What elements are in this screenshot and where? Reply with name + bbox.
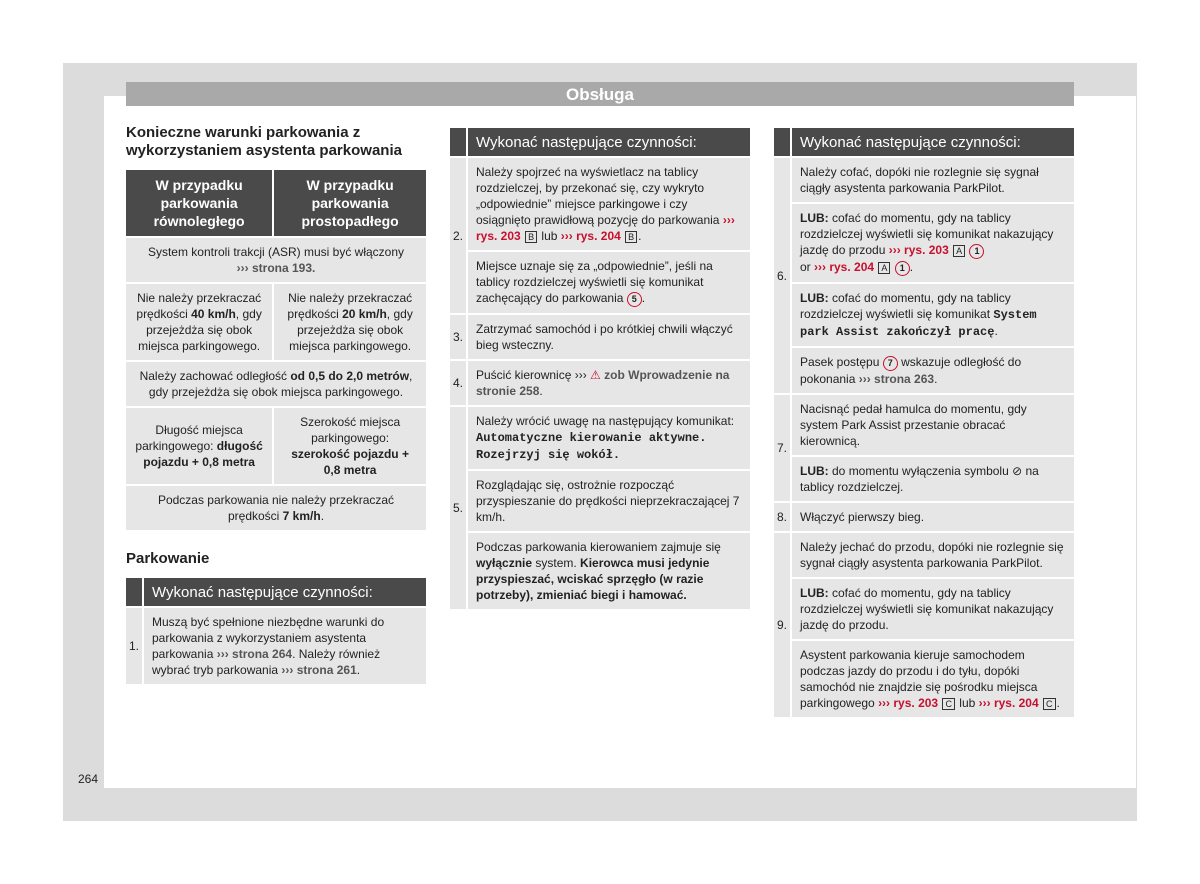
table-row: [774, 348, 1074, 393]
steps-table-3: [774, 126, 1074, 719]
table-row: [774, 533, 1074, 577]
callout-7-icon: 7: [883, 356, 898, 371]
table-row: [774, 204, 1074, 282]
table-row: [450, 407, 750, 469]
step-number: 3.: [450, 315, 468, 359]
step-5a: [468, 407, 750, 469]
step-4-text: Puścić kierownicę ›››: [476, 368, 591, 382]
step-9c: [792, 641, 1074, 717]
step-2a-text: Należy spojrzeć na wyświetlacz na tablicy rozdzielczej, by przekonać się, czy wykryto „odpowiednie” miejsce parkingowe i czy osiągnięto prawidłową pozycję do parkowania: [476, 165, 723, 227]
asr-cell: [126, 238, 426, 282]
step-number: 2.: [450, 158, 468, 313]
warning-icon: ⚠: [590, 368, 601, 382]
length-value: długość pojazdu + 0,8 metra: [143, 439, 263, 469]
step-7b-or-label: LUB:: [800, 464, 829, 478]
step-9b-text: cofać do momentu, gdy na tablicy rozdzielczej wyświetli się komunikat nakazujący jazdę do przodu.: [800, 586, 1054, 632]
step-5c-bold-b: Kierowca musi jedynie przyspieszać, wciskać sprzęgło (w razie potrzeby), zmieniać biegi i hamować.: [476, 556, 710, 602]
step-6c-message: System park Assist zakończył pracę: [800, 308, 1037, 339]
step-number: 5.: [450, 407, 468, 609]
table-row: [450, 158, 750, 250]
step-1-text-b: . Należy również wybrać tryb parkowania: [152, 647, 381, 677]
column-conditions: [126, 124, 426, 686]
speed-parallel-suffix: , gdy przejeżdża się obok miejsca parkingowego.: [138, 307, 262, 353]
steps-table-2: [450, 126, 750, 611]
step-6d-link-263[interactable]: ››› strona 263: [858, 372, 935, 386]
figure-label-a: A: [878, 262, 890, 274]
step-6d: [792, 348, 1074, 393]
steps-header: Wykonać następujące czynności:: [468, 128, 750, 156]
step-8: Włączyć pierwszy bieg.: [792, 503, 1074, 531]
column-steps-3: [774, 126, 1074, 719]
speed-perpendicular-value: 20 km/h: [342, 307, 387, 321]
width-value: szerokość pojazdu + 0,8 metra: [291, 447, 409, 477]
step-6b-link-203[interactable]: ››› rys. 203: [888, 243, 949, 257]
parking-title: Parkowanie: [126, 550, 210, 567]
step-number: 1.: [126, 608, 144, 684]
step-6c: [792, 284, 1074, 346]
step-6b-or-label: LUB:: [800, 211, 829, 225]
step-1-end: .: [356, 663, 361, 677]
step-2a: [468, 158, 750, 250]
step-5c-text-b: system.: [532, 556, 581, 570]
step-3: Zatrzymać samochód i po krótkiej chwili włączyć bieg wsteczny.: [468, 315, 750, 359]
step-9c-end: .: [1056, 696, 1060, 710]
callout-1-icon: 1: [969, 244, 984, 259]
step-9c-or: lub: [955, 696, 979, 710]
width-cell: [272, 408, 426, 484]
distance-suffix: , gdy przejeżdża się obok miejsca parkingowego.: [148, 369, 413, 399]
table-row: [126, 608, 426, 684]
table-row: [450, 252, 750, 313]
table-row: [774, 457, 1074, 501]
figure-label-a: A: [953, 245, 965, 257]
step-2b-text: Miejsce uznaje się za „odpowiednie”, jeśli na tablicy rozdzielczej wyświetli się komunikat zachęcający do parkowania: [476, 259, 713, 305]
figure-label-c: C: [942, 698, 955, 710]
column-steps-2: [450, 126, 750, 611]
step-2a-link-203[interactable]: ››› rys. 203: [476, 213, 735, 243]
speed-limit-value: 7 km/h: [282, 509, 321, 523]
step-6a: Należy cofać, dopóki nie rozlegnie się sygnał ciągły asystenta parkowania ParkPilot.: [792, 158, 1074, 202]
asr-text: System kontroli trakcji (ASR) musi być włączony: [147, 245, 405, 259]
speed-perpendicular-text: Nie należy przekraczać prędkości: [287, 291, 413, 321]
step-1-text: Muszą być spełnione niezbędne warunki do parkowania z wykorzystaniem asystenta parkowania: [152, 615, 385, 661]
figure-label-b: B: [525, 231, 537, 243]
step-1-link-264[interactable]: ››› strona 264: [216, 647, 293, 661]
steering-symbol-icon: ⊘: [1012, 464, 1023, 478]
conditions-table: [126, 168, 426, 532]
table-row: [774, 395, 1074, 455]
speed-parallel-text: Nie należy przekraczać prędkości: [136, 291, 262, 321]
step-6b: [792, 204, 1074, 282]
steps-num-header: [774, 128, 792, 156]
width-text: Szerokość miejsca parkingowego:: [300, 415, 401, 445]
steps-num-header: [126, 578, 144, 606]
table-row: [450, 533, 750, 609]
asr-link[interactable]: ››› strona 193.: [236, 261, 316, 275]
step-1-link-261[interactable]: ››› strona 261: [281, 663, 357, 677]
step-6c-text: cofać do momentu, gdy na tablicy rozdzielczej wyświetli się komunikat: [800, 291, 1011, 321]
col-head-perpendicular: W przypadku parkowania prostopadłego: [272, 170, 426, 236]
conditions-title: Konieczne warunki parkowania z wykorzystaniem asystenta parkowania: [126, 124, 402, 159]
step-6d-text-b: wskazuje odległość do pokonania: [800, 355, 1022, 386]
callout-5-icon: 5: [627, 292, 642, 307]
step-number: 9.: [774, 533, 792, 717]
step-5a-message: Automatyczne kierowanie aktywne. Rozejrzyj się wokół.: [476, 431, 707, 462]
step-9c-link-203[interactable]: ››› rys. 203: [878, 696, 939, 710]
section-header: Obsługa: [126, 82, 1074, 106]
table-row: [774, 641, 1074, 717]
distance-value: od 0,5 do 2,0 metrów: [290, 369, 410, 383]
table-row: [450, 315, 750, 359]
steps-num-header: [450, 128, 468, 156]
step-5c-bold: wyłącznie: [476, 556, 533, 570]
step-7b-text: do momentu wyłączenia symbolu: [828, 464, 1013, 478]
distance-cell: [126, 362, 426, 406]
table-row: [450, 361, 750, 405]
distance-text: Należy zachować odległość: [139, 369, 291, 383]
page-number: 264: [78, 772, 99, 786]
step-2a-link-204[interactable]: ››› rys. 204: [560, 229, 621, 243]
step-9b: [792, 579, 1074, 639]
step-5a-text: Należy wrócić uwagę na następujący komunikat:: [476, 414, 735, 428]
step-number: 6.: [774, 158, 792, 393]
step-6b-text: cofać do momentu, gdy na tablicy rozdzielczej wyświetli się komunikat nakazujący jazdę do przodu: [800, 211, 1054, 257]
step-7b: [792, 457, 1074, 501]
speed-limit-cell: [126, 486, 426, 530]
step-5b: Rozglądając się, ostrożnie rozpocząć przyspieszanie do prędkości nieprzekraczającej 7 km/h.: [468, 471, 750, 531]
speed-limit-suffix: .: [320, 509, 325, 523]
length-cell: [126, 408, 272, 484]
step-2a-end: .: [638, 229, 642, 243]
step-number: 8.: [774, 503, 792, 531]
step-4: [468, 361, 750, 405]
table-row: [774, 503, 1074, 531]
steps-table-1: [126, 576, 426, 686]
step-2b: [468, 252, 750, 313]
step-6b-end: .: [909, 260, 914, 274]
table-row: [774, 579, 1074, 639]
step-6b-link-204[interactable]: ››› rys. 204: [814, 260, 875, 274]
step-9c-text: Asystent parkowania kieruje samochodem podczas jazdy do przodu i do tyłu, dopóki samochód nie znajdzie się pośrodku miejsca parkingowego: [800, 648, 1038, 710]
steps-header: Wykonać następujące czynności:: [144, 578, 426, 606]
step-7a: Nacisnąć pedał hamulca do momentu, gdy system Park Assist przestanie obracać kierownicą.: [792, 395, 1074, 455]
step-6c-or-label: LUB:: [800, 291, 829, 305]
step-5c: [468, 533, 750, 609]
step-9b-or-label: LUB:: [800, 586, 829, 600]
step-4-link[interactable]: zob Wprowadzenie na stronie 258: [476, 368, 730, 398]
speed-parallel-value: 40 km/h: [191, 307, 236, 321]
col-head-parallel: W przypadku parkowania równoległego: [126, 170, 272, 236]
length-text: Długość miejsca parkingowego:: [135, 423, 243, 453]
speed-parallel-cell: [126, 284, 272, 360]
figure-label-c: C: [1043, 698, 1056, 710]
step-6c-end: .: [994, 324, 998, 338]
table-row: [450, 471, 750, 531]
step-7b-text-b: na tablicy rozdzielczej.: [800, 464, 1039, 494]
step-2a-or: lub: [538, 229, 561, 243]
table-row: [774, 284, 1074, 346]
step-9c-link-204[interactable]: ››› rys. 204: [978, 696, 1039, 710]
callout-1-icon: 1: [895, 261, 910, 276]
step-6d-text: Pasek postępu: [800, 355, 883, 369]
figure-label-b: B: [625, 231, 637, 243]
step-5c-text: Podczas parkowania kierowaniem zajmuje się: [476, 540, 721, 554]
step-2b-end: .: [641, 291, 646, 305]
speed-limit-text: Podczas parkowania nie należy przekraczać prędkości: [157, 493, 395, 523]
step-number: 7.: [774, 395, 792, 501]
step-9a: Należy jechać do przodu, dopóki nie rozlegnie się sygnał ciągły asystenta parkowania ParkPilot.: [792, 533, 1074, 577]
step-4-end: .: [539, 384, 543, 398]
table-row: [774, 158, 1074, 202]
step-6d-end: .: [934, 372, 938, 386]
step-6b-or: or: [800, 260, 815, 274]
step-number: 4.: [450, 361, 468, 405]
speed-perpendicular-cell: [272, 284, 426, 360]
speed-perpendicular-suffix: , gdy przejeżdża się obok miejsca parkingowego.: [289, 307, 413, 353]
step-1: [144, 608, 426, 684]
steps-header: Wykonać następujące czynności:: [792, 128, 1074, 156]
